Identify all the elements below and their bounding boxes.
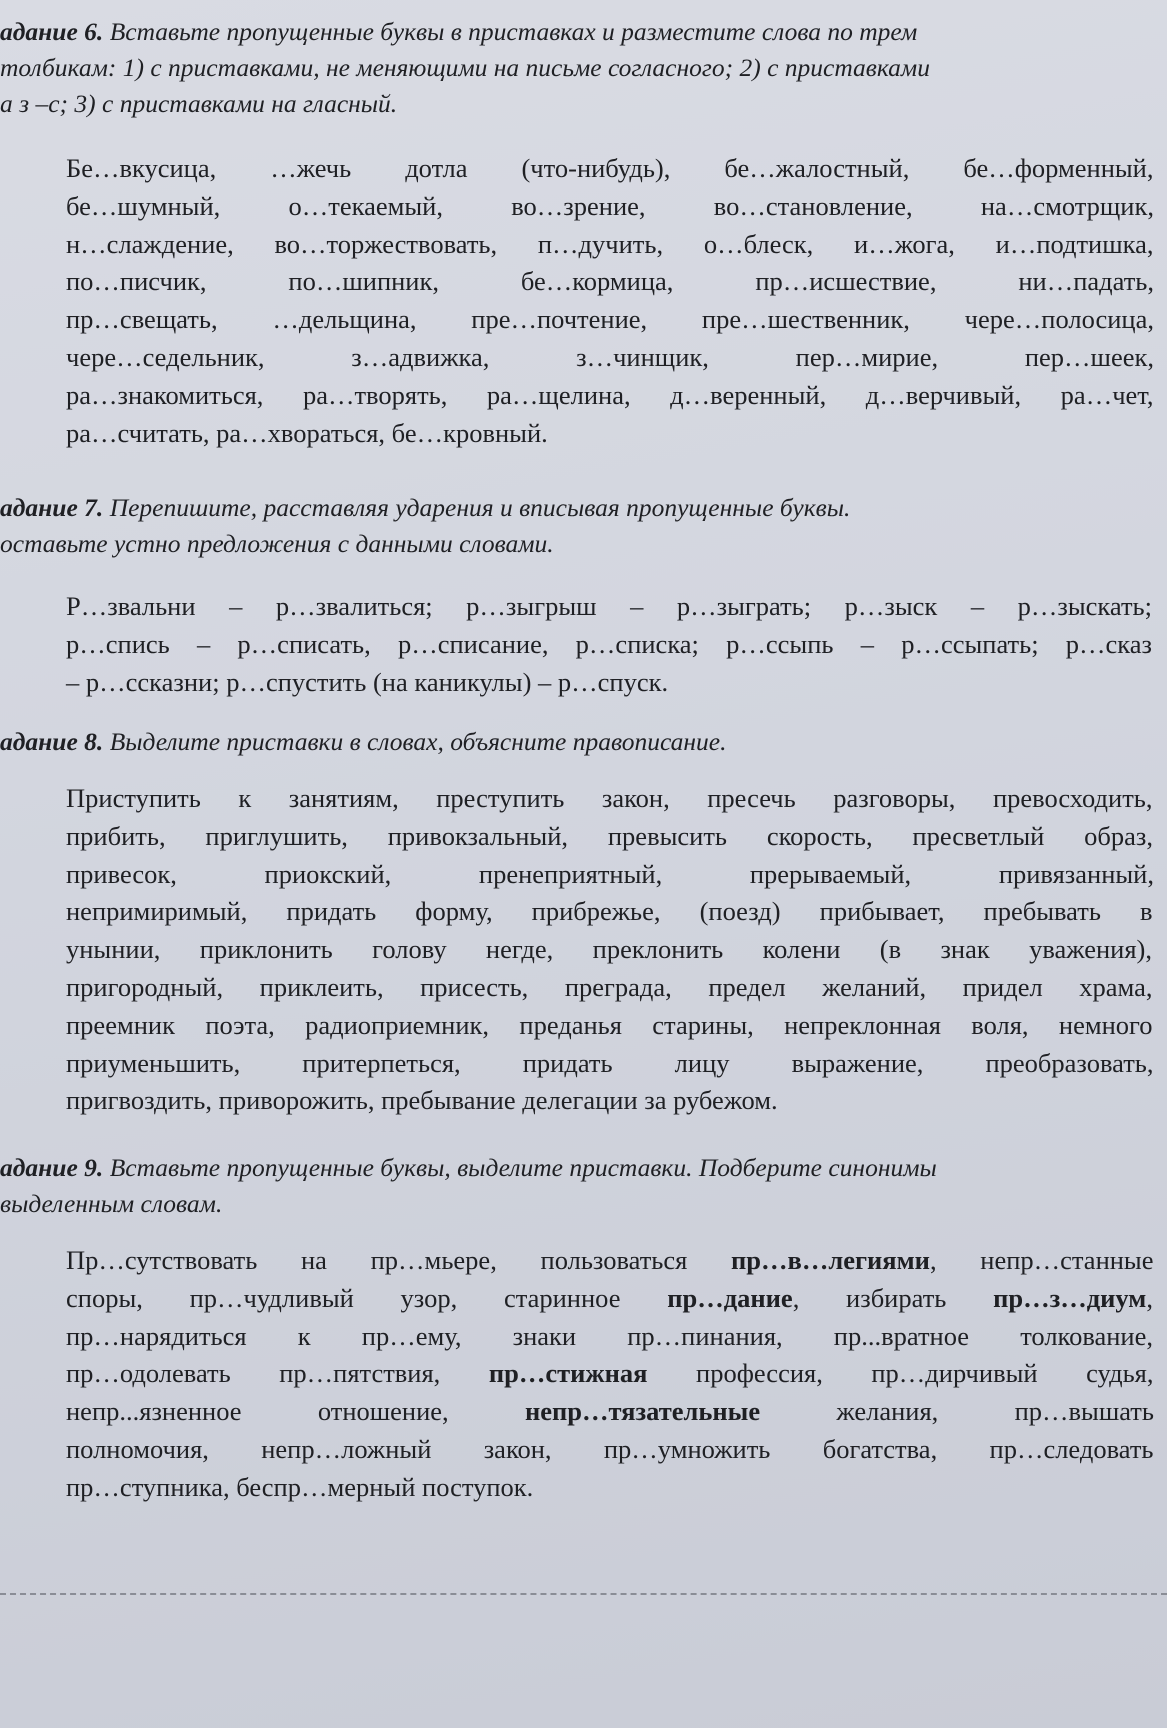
task-6-number: адание 6. (0, 17, 104, 46)
text-run: полномочия, непр…ложный закон, пр…умножить богатства, пр…следовать (66, 1433, 1154, 1464)
task-9-instruction (0, 1150, 1160, 1222)
task-8-line: привесок, приокский, пренеприятный, прерываемый, привязанный, (66, 858, 1154, 889)
text-run: споры, пр…чудливый узор, старинное (66, 1282, 668, 1313)
task-9-line (66, 1280, 1156, 1318)
task-8-instruction (0, 724, 1160, 760)
text-run: , непр…станные (929, 1245, 1154, 1275)
text-run: Пр…сутствовать на пр…мьере, пользоваться (66, 1245, 732, 1275)
highlighted-word: непр…тязательные (524, 1396, 761, 1427)
highlighted-word: пр…стижная (488, 1358, 648, 1389)
task-9-line (66, 1355, 1156, 1393)
text-run: пр…нарядиться к пр…ему, знаки пр…пинания, пр...вратное толкование, (66, 1320, 1153, 1351)
task-9-instruction-line: Вставьте пропущенные буквы, выделите приставки. Подберите синонимы (109, 1153, 937, 1182)
task-8-number: адание 8. (0, 727, 104, 756)
task-7-word-list (66, 588, 1156, 701)
task-7-instruction-line: Перепишите, расставляя ударения и вписывая пропущенные буквы. (109, 493, 851, 522)
task-9-instruction-line: выделенным словам. (0, 1189, 223, 1218)
text-run: желания, пр…вышать (760, 1396, 1154, 1427)
text-run: непр...язненное отношение, (66, 1396, 525, 1427)
dashed-divider (0, 1593, 1167, 1595)
task-8-line: непримиримый, придать форму, прибрежье, (поезд) прибывает, пребывать в (66, 896, 1153, 927)
task-6-line: по…писчик, по…шипник, бе…кормица, пр…исшествие, ни…падать, (66, 266, 1154, 297)
task-9-line (66, 1318, 1156, 1356)
text-run: пр…одолевать пр…пятствия, (66, 1358, 489, 1389)
task-6-instruction-line: а з –с; 3) с приставками на гласный. (0, 89, 398, 118)
task-6-line: чере…седельник, з…адвижка, з…чинщик, пер…мирие, пер…шеек, (66, 341, 1154, 372)
task-9-word-list (66, 1242, 1156, 1507)
task-6-word-list (66, 150, 1156, 452)
task-8-line: прибить, приглушить, привокзальный, превысить скорость, пресветлый образ, (66, 820, 1153, 851)
task-7-line: – р…ссказни; р…спустить (на каникулы) – р…спуск. (66, 666, 669, 697)
task-6-instruction-line: Вставьте пропущенные буквы в приставках и разместите слова по трем (109, 17, 918, 46)
task-9-number: адание 9. (0, 1153, 104, 1182)
highlighted-word: пр…дание (667, 1282, 793, 1313)
text-run: , избирать (792, 1282, 994, 1313)
task-6-instruction-line: толбикам: 1) с приставками, не меняющими на письме согласного; 2) с приставками (0, 53, 930, 82)
task-7-line: Р…звальни – р…звалиться; р…зыгрыш – р…зыграть; р…зыск – р…зыскать; (66, 591, 1152, 621)
highlighted-word: пр…з…диум (993, 1282, 1147, 1313)
task-7-instruction (0, 490, 1160, 562)
task-7-instruction-line: оставьте устно предложения с данными словами. (0, 529, 554, 558)
task-8-line: приуменьшить, притерпеться, придать лицу выражение, преобразовать, (66, 1047, 1154, 1078)
task-8-line: пригвоздить, приворожить, пребывание делегации за рубежом. (66, 1085, 778, 1116)
task-7-line: р…спись – р…списать, р…списание, р…списка; р…ссыпь – р…ссыпать; р…сказ (66, 628, 1152, 659)
task-6-line: н…слаждение, во…торжествовать, п…дучить, о…блеск, и…жога, и…подтишка, (66, 228, 1154, 259)
task-8-line: Приступить к занятиям, преступить закон, пресечь разговоры, превосходить, (66, 783, 1153, 813)
text-run: , (1146, 1282, 1153, 1313)
task-8-line: преемник поэта, радиоприемник, преданья старины, непреклонная воля, немного (66, 1009, 1153, 1040)
task-6-line: ра…считать, ра…хвораться, бе…кровный. (66, 417, 548, 448)
task-6-line: бе…шумный, о…текаемый, во…зрение, во…становление, на…смотрщик, (66, 190, 1154, 221)
task-9-line (66, 1469, 1156, 1507)
text-run: пр…ступника, беспр…мерный поступок. (66, 1471, 534, 1502)
task-8-word-list (66, 780, 1156, 1120)
task-9-line (66, 1393, 1156, 1431)
text-run: профессия, пр…дирчивый судья, (647, 1358, 1154, 1389)
task-8-line: пригородный, приклеить, присесть, преграда, предел желаний, придел храма, (66, 971, 1153, 1002)
task-6-instruction (0, 14, 1160, 122)
task-7-number: адание 7. (0, 493, 104, 522)
task-8-line: унынии, приклонить голову негде, преклонить колени (в знак уважения), (66, 934, 1152, 965)
task-8-instruction-line: Выделите приставки в словах, объясните правописание. (109, 727, 727, 756)
task-6-line: ра…знакомиться, ра…творять, ра…щелина, д…веренный, д…верчивый, ра…чет, (66, 379, 1154, 410)
highlighted-word: пр…в…легиями (731, 1245, 930, 1275)
task-6-line: Бе…вкусица, …жечь дотла (что-нибудь), бе…жалостный, бе…форменный, (66, 153, 1154, 183)
task-9-line (66, 1431, 1156, 1469)
task-6-line: пр…свещать, …дельщина, пре…почтение, пре…шественник, чере…полосица, (66, 304, 1154, 335)
task-9-line (66, 1242, 1156, 1280)
